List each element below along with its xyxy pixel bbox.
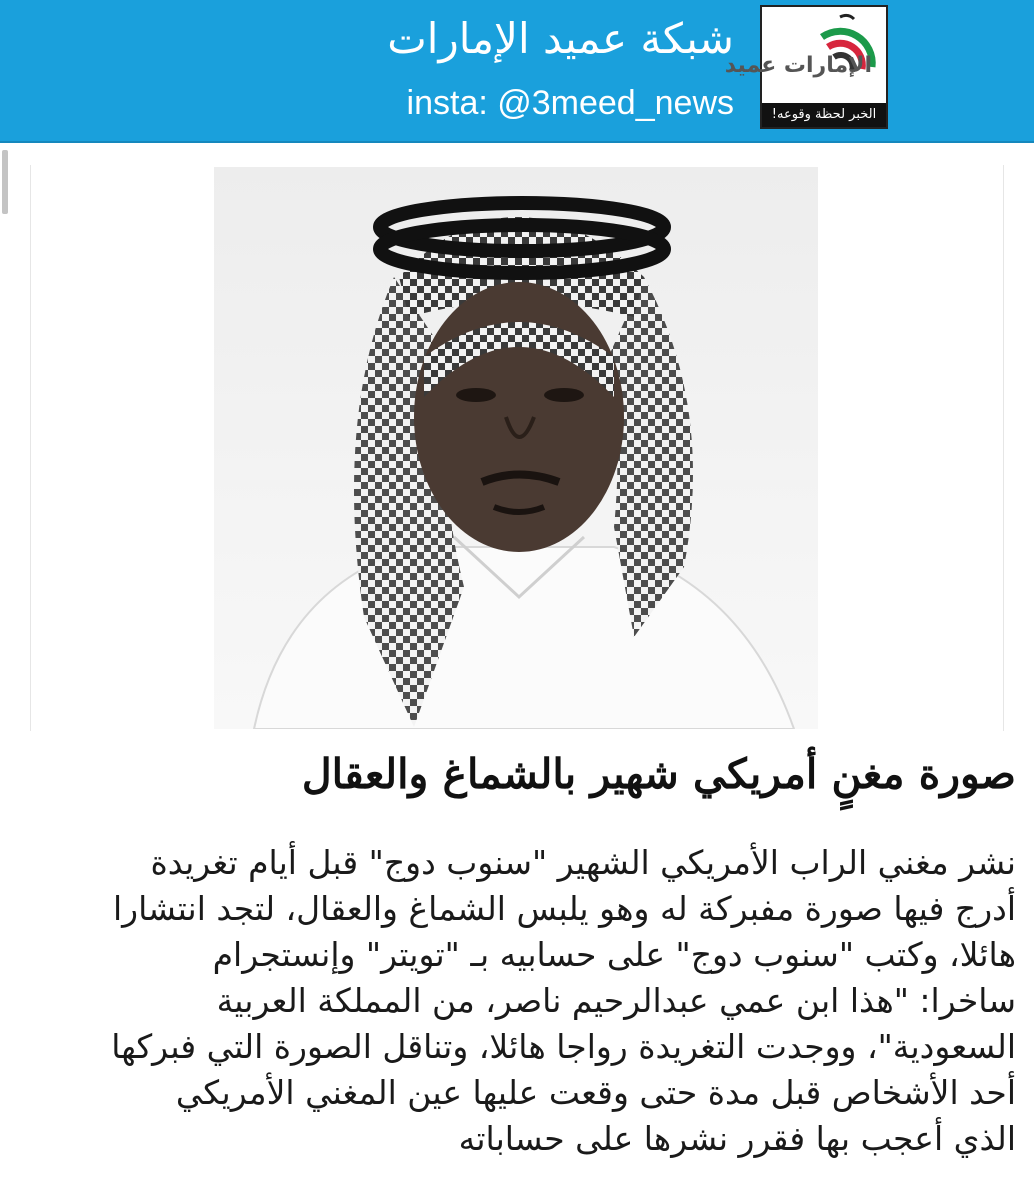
logo-name: الإمارات عميد [724, 53, 872, 78]
instagram-handle: insta: @3meed_news [406, 84, 734, 122]
article-line: السعودية"، ووجدت التغريدة رواجا هائلا، وتناقل الصورة التي فبركها [111, 1027, 1016, 1066]
article-headline: صورة مغنٍ أمريكي شهير بالشماغ والعقال [301, 750, 1016, 798]
article-line: نشر مغني الراب الأمريكي الشهير "سنوب دوج" قبل أيام تغريدة [150, 843, 1016, 882]
brand-logo [724, 5, 888, 129]
article-line: أدرج فيها صورة مفبركة له وهو يلبس الشماغ والعقال، لتجد انتشارا [113, 889, 1016, 928]
article-body [20, 840, 1016, 1162]
portrait-photo [214, 167, 818, 729]
scrollbar-thumb[interactable] [2, 150, 8, 214]
article-line: هائلا، وكتب "سنوب دوج" على حسابيه بـ "تويتر" وإنستجرام [212, 935, 1016, 974]
logo-tagline: الخبر لحظة وقوعه! [762, 103, 886, 127]
article-line: أحد الأشخاص قبل مدة حتى وقعت عليها عين المغني الأمريكي [175, 1073, 1016, 1112]
article-line: ساخرا: "هذا ابن عمي عبدالرحيم ناصر، من المملكة العربية [216, 981, 1016, 1020]
network-title: شبكة عميد الإمارات [387, 14, 734, 63]
header-bar [0, 0, 1034, 143]
article-line: الذي أعجب بها فقرر نشرها على حساباته [458, 1119, 1016, 1158]
